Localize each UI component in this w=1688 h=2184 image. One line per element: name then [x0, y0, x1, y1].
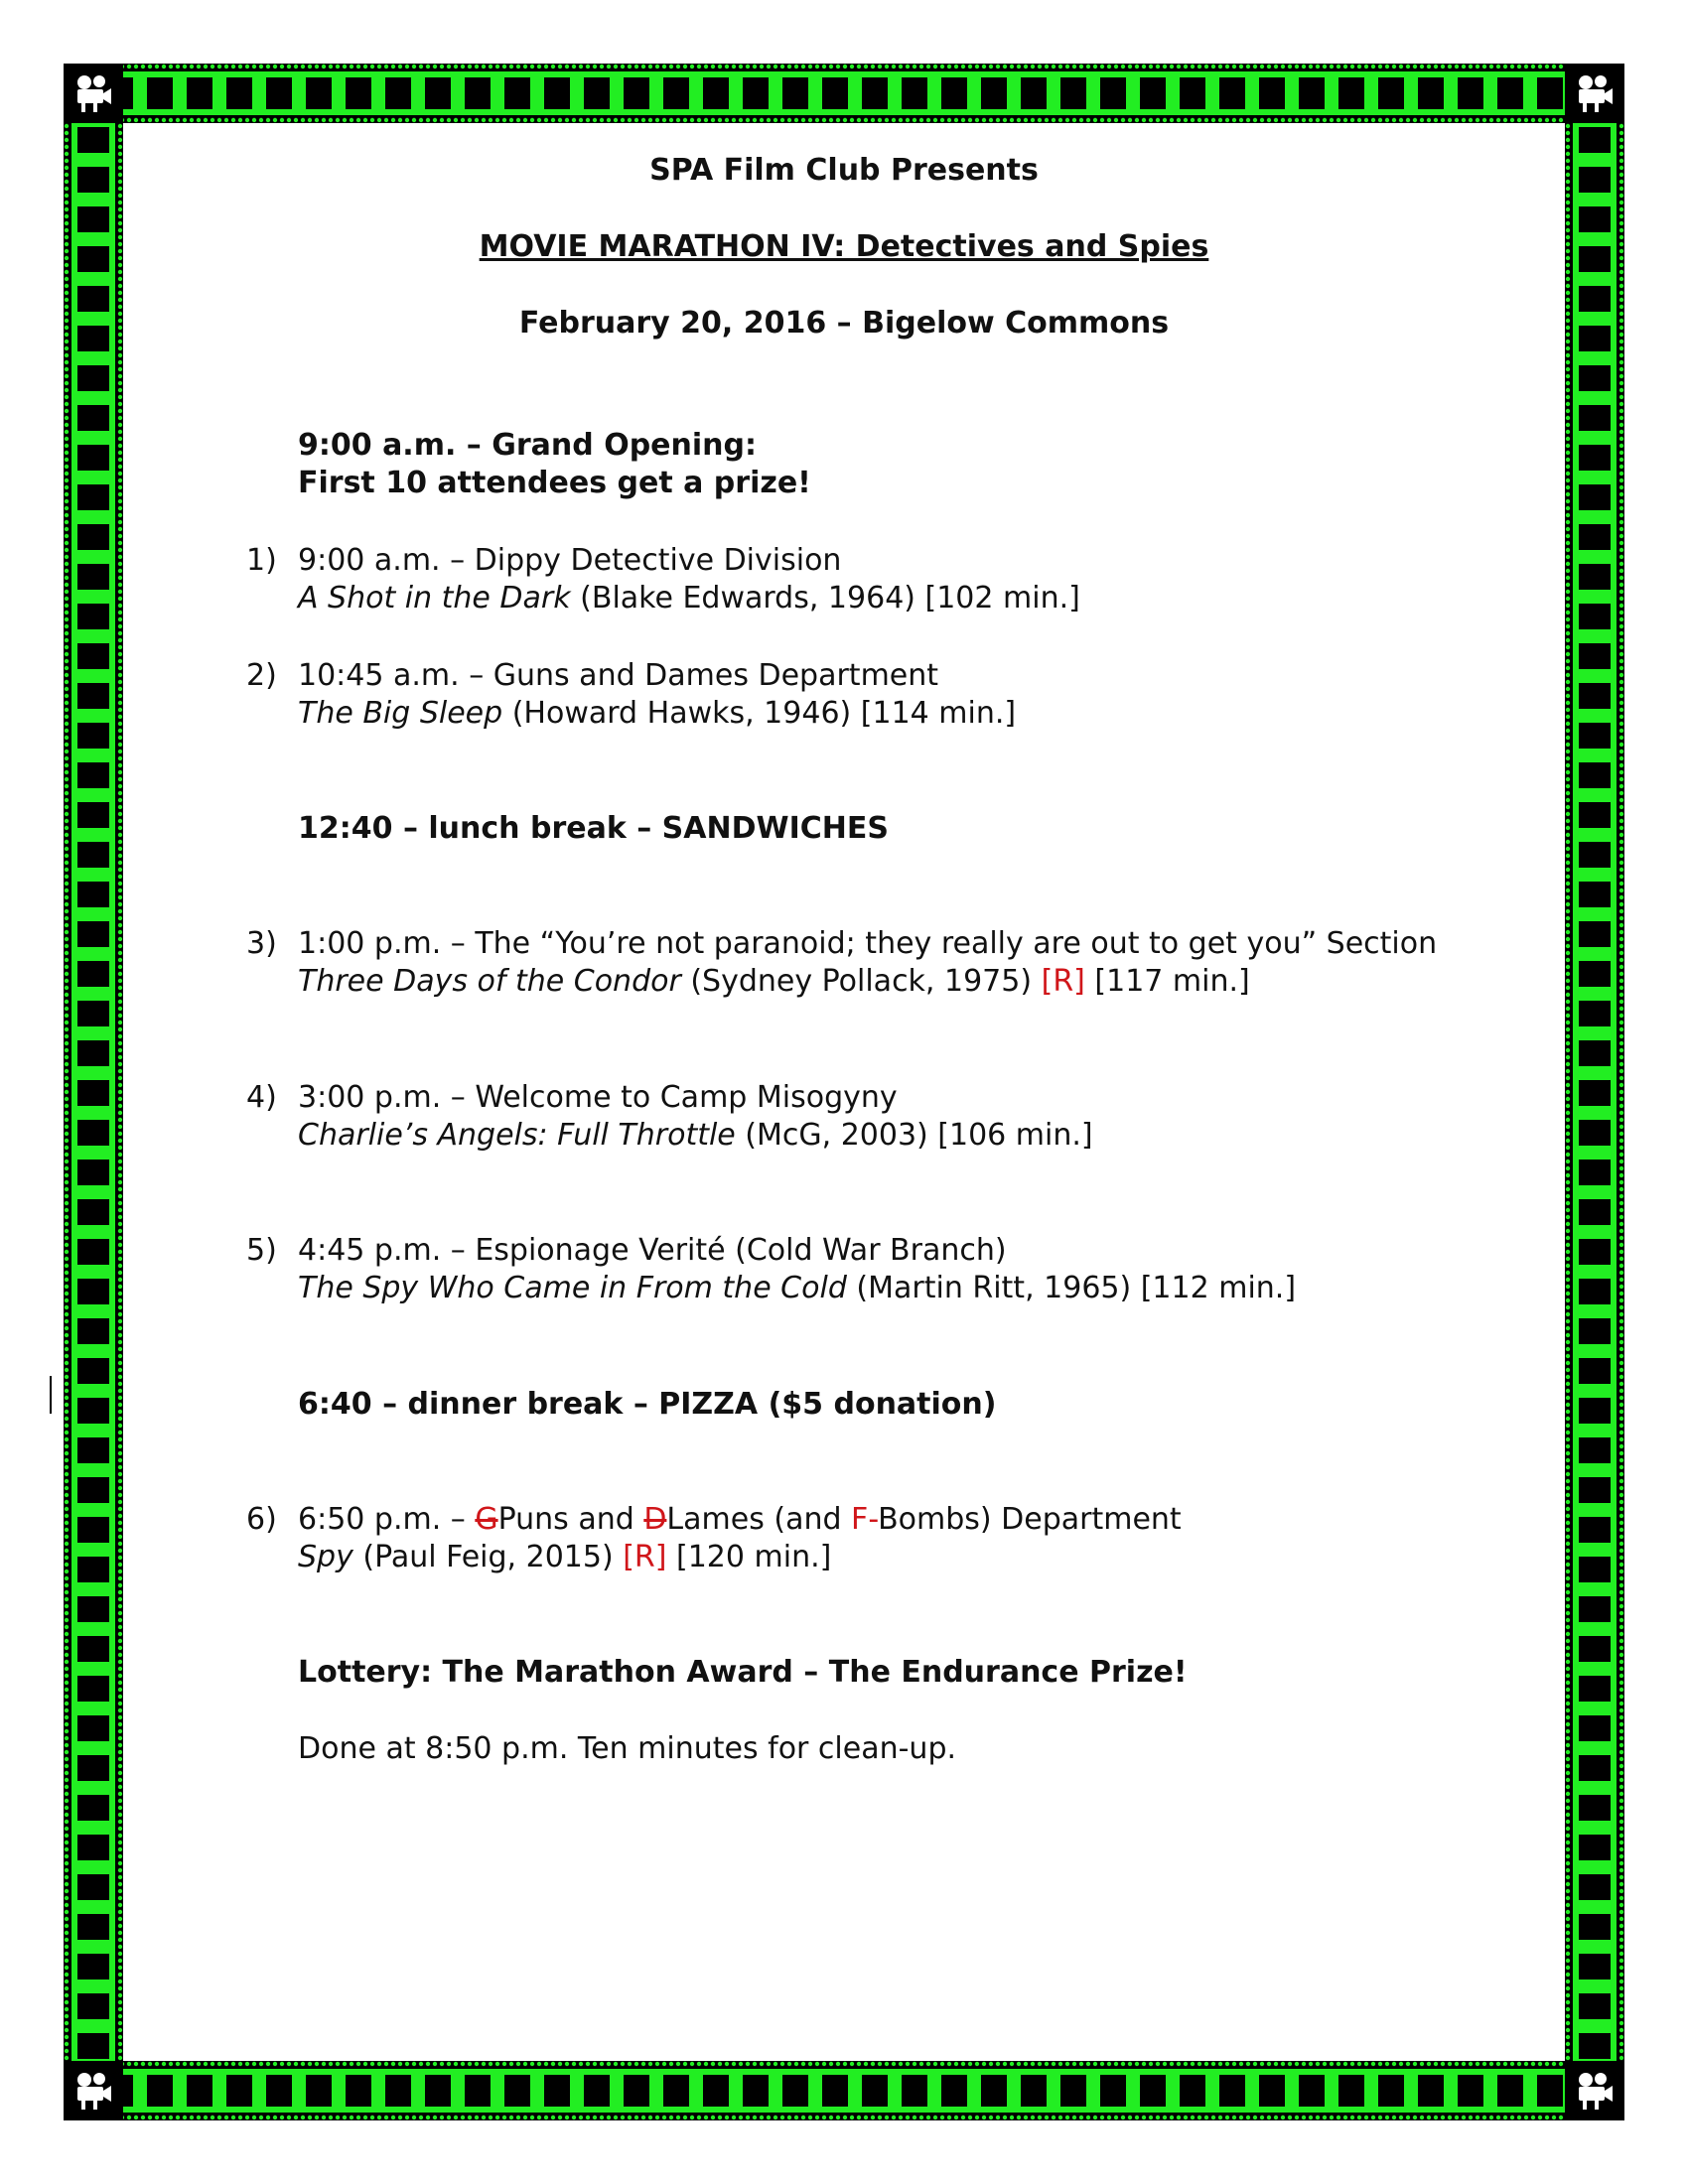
- film-details: (McG, 2003) [106 min.]: [735, 1118, 1093, 1153]
- film-details: (Paul Feig, 2015): [352, 1540, 624, 1574]
- film-details: (Blake Edwards, 1964) [102 min.]: [570, 581, 1080, 615]
- rating-badge: [R]: [1041, 964, 1085, 999]
- schedule-item-6: [246, 1501, 1182, 1576]
- lottery-line: Lottery: The Marathon Award – The Endurance Prize!: [298, 1655, 1188, 1690]
- item-number: 1): [246, 543, 277, 578]
- film-camera-icon: [64, 64, 123, 123]
- item-number: 2): [246, 658, 277, 693]
- item-heading: 3:00 p.m. – Welcome to Camp Misogyny: [298, 1080, 898, 1115]
- item-heading: 1:00 p.m. – The “You’re not paranoid; they really are out to get you” Section: [298, 926, 1438, 961]
- item-number: 6): [246, 1502, 277, 1537]
- film-title: Three Days of the Condor: [298, 964, 681, 999]
- film-length: [120 min.]: [666, 1540, 832, 1574]
- item-heading: 10:45 a.m. – Guns and Dames Department: [298, 658, 939, 693]
- opening-line-1: 9:00 a.m. – Grand Opening:: [298, 428, 757, 463]
- schedule-item-4: [246, 1079, 1093, 1155]
- red-dash: -: [868, 1502, 879, 1537]
- date-venue: February 20, 2016 – Bigelow Commons: [518, 306, 1170, 341]
- heading-time: 6:50 p.m. –: [298, 1502, 476, 1537]
- item-heading: [298, 1501, 1182, 1539]
- heading-text: Puns and: [497, 1502, 644, 1537]
- item-number: 3): [246, 926, 277, 961]
- film-camera-icon: [1565, 2061, 1624, 2120]
- film-camera-icon: [1565, 64, 1624, 123]
- heading-text: Bombs) Department: [878, 1502, 1182, 1537]
- rating-badge: [R]: [623, 1540, 667, 1574]
- film-details: (Howard Hawks, 1946) [114 min.]: [502, 696, 1017, 731]
- heading-text: Lames (and: [666, 1502, 852, 1537]
- club-heading: SPA Film Club Presents: [649, 153, 1039, 188]
- dinner-break: 6:40 – dinner break – PIZZA ($5 donation): [298, 1387, 997, 1422]
- film-title: Spy: [298, 1540, 353, 1574]
- struck-letter: G: [475, 1502, 498, 1537]
- film-title: The Big Sleep: [298, 696, 503, 731]
- schedule-item-5: [246, 1232, 1297, 1307]
- closing-line: Done at 8:50 p.m. Ten minutes for clean-up.: [298, 1731, 957, 1766]
- film-strip-top: [64, 64, 1624, 123]
- schedule-item-1: [246, 542, 1080, 617]
- red-letter: F: [851, 1502, 869, 1537]
- lunch-break: 12:40 – lunch break – SANDWICHES: [298, 811, 889, 846]
- film-strip-bottom: [64, 2061, 1624, 2120]
- struck-letter: D: [643, 1502, 667, 1537]
- film-title: Charlie’s Angels: Full Throttle: [298, 1118, 736, 1153]
- schedule-item-2: [246, 657, 1017, 733]
- film-strip-left: [64, 123, 123, 2061]
- page-title: MOVIE MARATHON IV: Detectives and Spies: [479, 229, 1209, 264]
- film-camera-icon: [64, 2061, 123, 2120]
- schedule-item-3: [246, 925, 1438, 1001]
- item-number: 5): [246, 1233, 277, 1268]
- film-length: [117 min.]: [1084, 964, 1250, 999]
- film-details: (Sydney Pollack, 1975): [680, 964, 1042, 999]
- grand-opening: [298, 427, 811, 502]
- film-strip-right: [1565, 123, 1624, 2061]
- film-details: (Martin Ritt, 1965) [112 min.]: [846, 1271, 1297, 1305]
- film-title: A Shot in the Dark: [298, 581, 571, 615]
- text-cursor: [50, 1376, 52, 1414]
- item-number: 4): [246, 1080, 277, 1115]
- film-title: The Spy Who Came in From the Cold: [298, 1271, 847, 1305]
- item-heading: 9:00 a.m. – Dippy Detective Division: [298, 543, 842, 578]
- opening-line-2: First 10 attendees get a prize!: [298, 466, 811, 500]
- flyer-content: [123, 123, 1565, 2061]
- item-heading: 4:45 p.m. – Espionage Verité (Cold War Branch): [298, 1233, 1007, 1268]
